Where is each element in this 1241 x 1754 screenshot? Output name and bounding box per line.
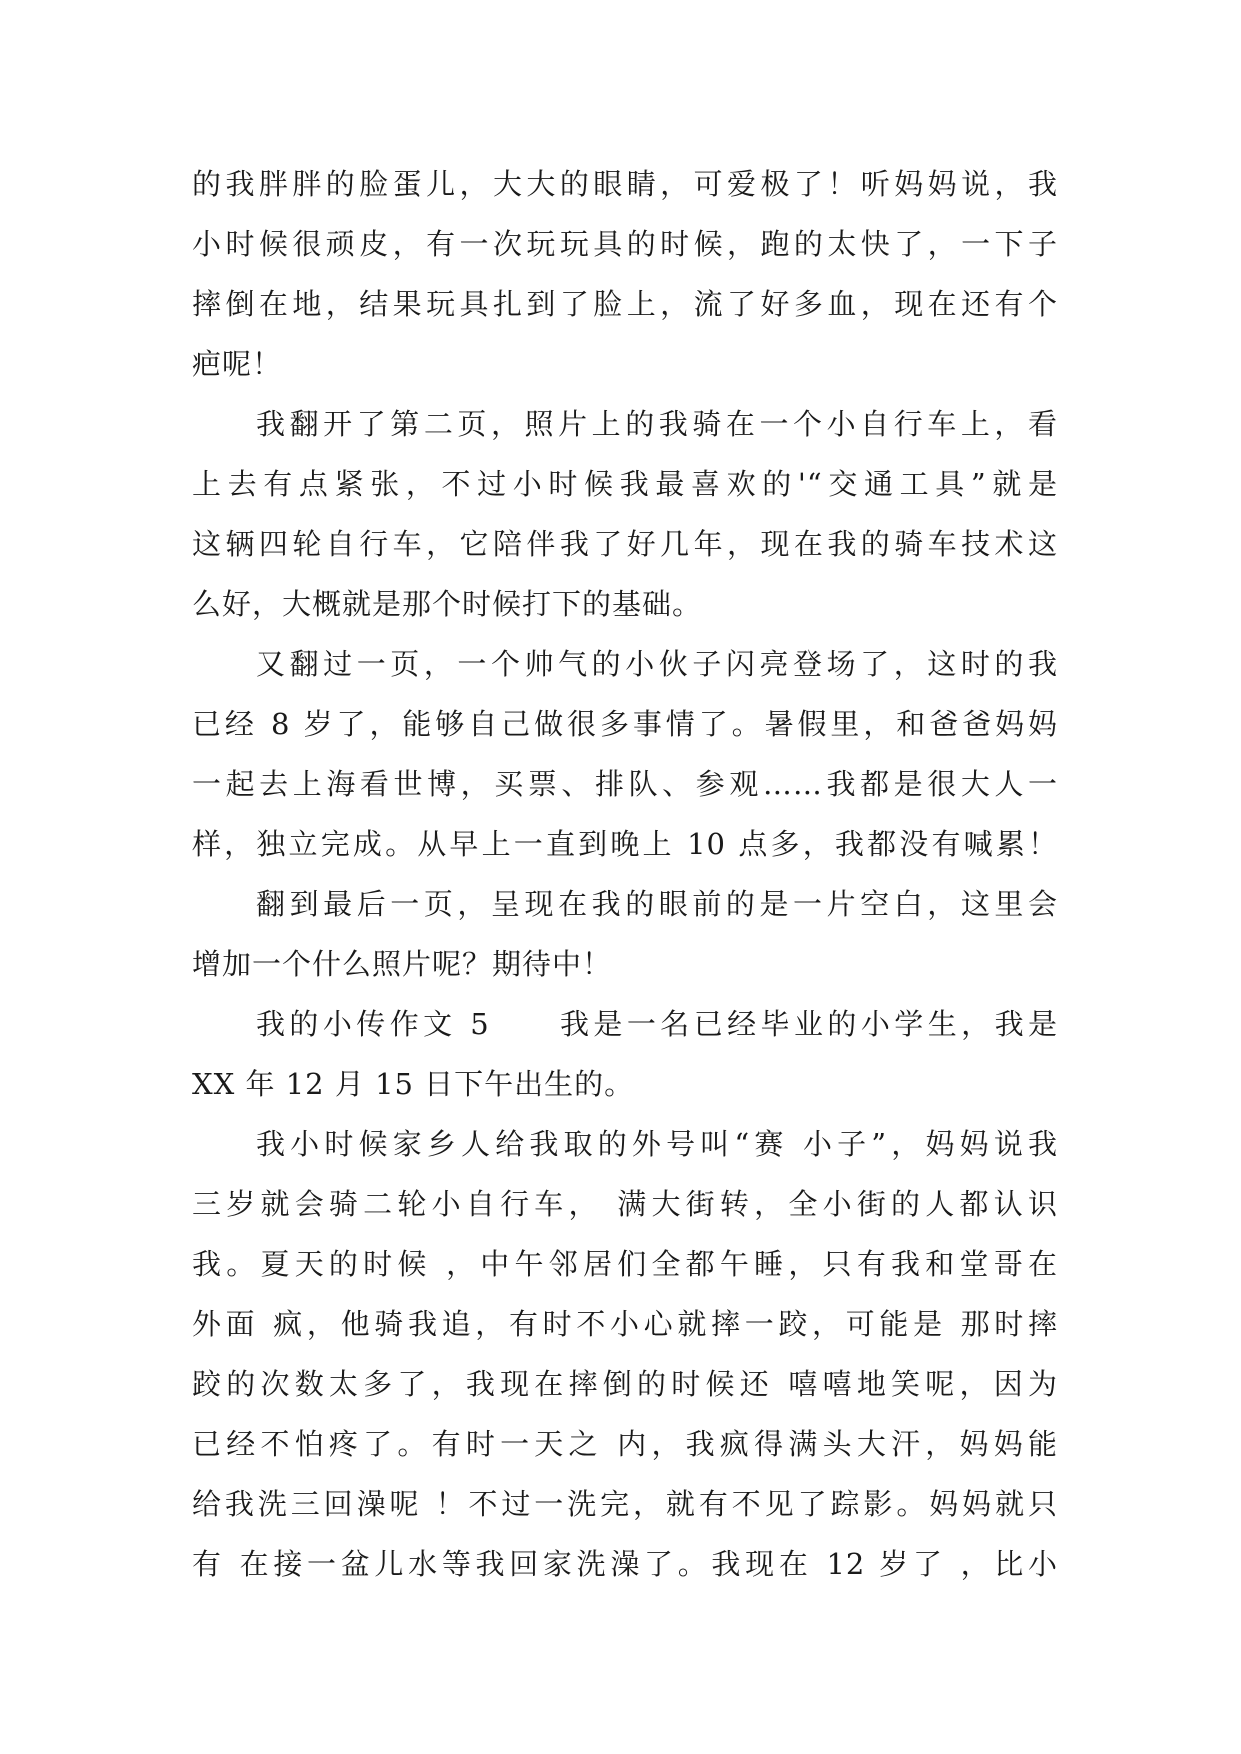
text-line: 已经 8 岁了，能够自己做很多事情了。暑假里，和爸爸妈妈 <box>192 707 1058 741</box>
text-line: 一起去上海看世博，买票、排队、参观……我都是很大人一 <box>192 767 1058 801</box>
text-line: 这辆四轮自行车，它陪伴我了好几年，现在我的骑车技术这 <box>192 527 1058 561</box>
paragraph-4 <box>192 874 1058 994</box>
text-line: 外面 疯，他骑我追，有时不小心就摔一跤，可能是 那时摔 <box>192 1307 1058 1341</box>
text-line: 疤呢！ <box>192 347 283 381</box>
text-line: XX 年 12 月 15 日下午出生的。 <box>192 1067 635 1101</box>
text-line: 已经不怕疼了。有时一天之 内，我疯得满头大汗，妈妈能 <box>192 1427 1058 1461</box>
text-line: 小时候很顽皮，有一次玩玩具的时候，跑的太快了，一下子 <box>192 227 1058 261</box>
text-line: 摔倒在地，结果玩具扎到了脸上，流了好多血，现在还有个 <box>192 287 1058 321</box>
text-line: 么好，大概就是那个时候打下的基础。 <box>192 587 703 621</box>
paragraph-5 <box>192 994 1058 1114</box>
text-line: 又翻过一页，一个帅气的小伙子闪亮登场了，这时的我 <box>256 647 1058 681</box>
text-line: 我的小传作文 5 我是一名已经毕业的小学生，我是 <box>256 1007 1058 1041</box>
text-line: 增加一个什么照片呢？期待中！ <box>192 947 613 981</box>
text-line: 有 在接一盆儿水等我回家洗澡了。我现在 12 岁了 ，比小 <box>192 1547 1058 1581</box>
text-line: 我。夏天的时候 ，中午邻居们全都午睡，只有我和堂哥在 <box>192 1247 1058 1281</box>
text-line: 给我洗三回澡呢 ！不过一洗完，就有不见了踪影。妈妈就只 <box>192 1487 1058 1521</box>
text-line: 我小时候家乡人给我取的外号叫“赛 小子”，妈妈说我 <box>256 1127 1058 1161</box>
text-line: 样，独立完成。从早上一直到晚上 10 点多，我都没有喊累！ <box>192 827 1058 861</box>
text-line: 我翻开了第二页，照片上的我骑在一个小自行车上，看 <box>256 407 1058 441</box>
text-line: 三岁就会骑二轮小自行车， 满大街转，全小街的人都认识 <box>192 1187 1058 1221</box>
text-line: 跤的次数太多了，我现在摔倒的时候还 嘻嘻地笑呢，因为 <box>192 1367 1058 1401</box>
paragraph-1 <box>192 154 1058 394</box>
document-page <box>192 154 1058 1594</box>
text-line: 翻到最后一页，呈现在我的眼前的是一片空白，这里会 <box>256 887 1058 921</box>
text-line: 上去有点紧张，不过小时候我最喜欢的'“交通工具”就是 <box>192 467 1058 501</box>
paragraph-3 <box>192 634 1058 874</box>
paragraph-6 <box>192 1114 1058 1594</box>
text-line: 的我胖胖的脸蛋儿，大大的眼睛，可爱极了！听妈妈说，我 <box>192 167 1058 201</box>
paragraph-2 <box>192 394 1058 634</box>
